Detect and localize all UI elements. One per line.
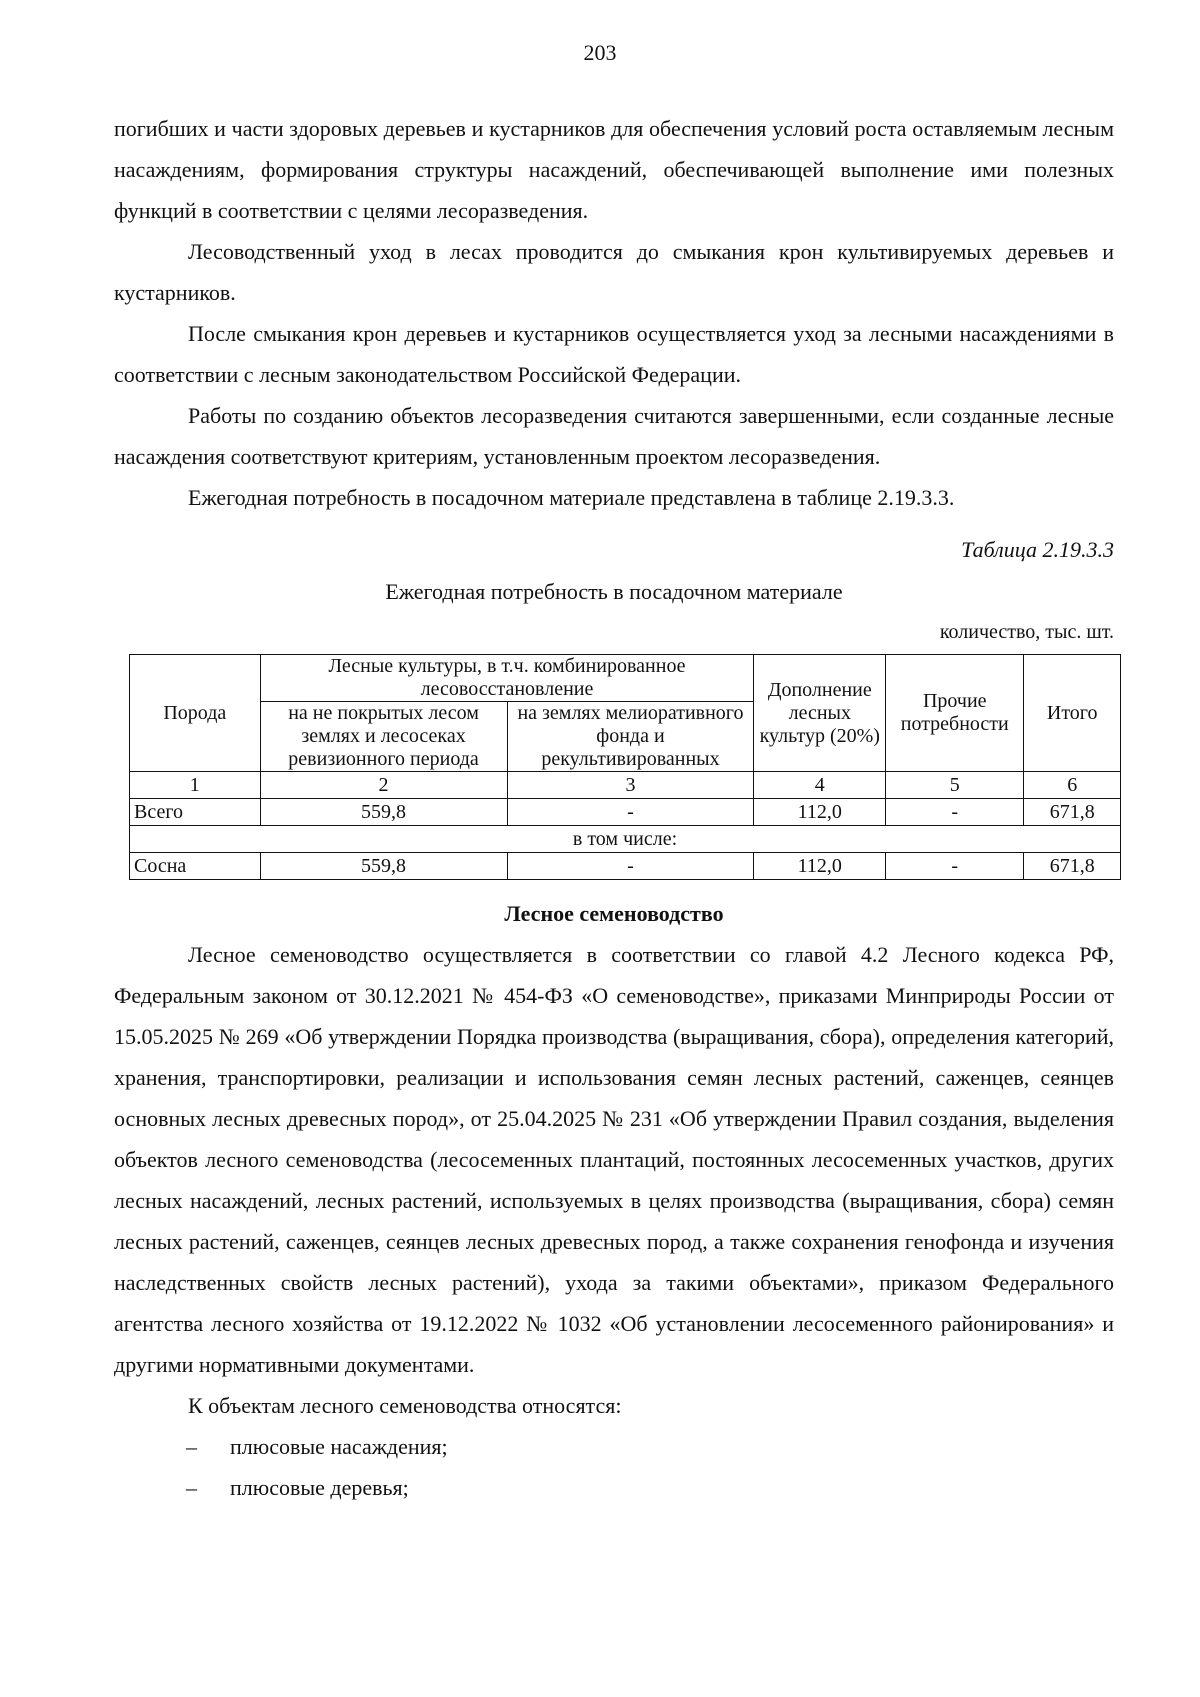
column-number: 5: [886, 772, 1024, 799]
paragraph: погибших и части здоровых деревьев и кустарников для обеспечения условий роста оставляемым лесным насаждениям, формирования структуры насаждений, обеспечивающей выполнение ими полезных функций в соответствии с целями лесоразведения.: [114, 116, 1114, 223]
column-number: 6: [1024, 772, 1121, 799]
header-other: Прочие потребности: [886, 655, 1024, 772]
cell-reclamation: -: [507, 799, 754, 826]
section-heading: Лесное семеноводство: [504, 901, 724, 926]
table-row: [130, 799, 1121, 826]
including-label: в том числе:: [130, 826, 1121, 853]
cell-supplement: 112,0: [754, 799, 886, 826]
paragraph: Ежегодная потребность в посадочном материале представлена в таблице 2.19.3.3.: [188, 485, 955, 510]
cell-not-covered: 559,8: [260, 853, 507, 880]
paragraph: Лесоводственный уход в лесах проводится до смыкания крон культивируемых деревьев и кустарников.: [114, 239, 1114, 305]
cell-other: -: [886, 853, 1024, 880]
list-dash: –: [186, 1434, 197, 1459]
paragraph: После смыкания крон деревьев и кустарников осуществляется уход за лесными насаждениями в соответствии с лесным законодательством Российской Федерации.: [114, 321, 1114, 387]
table-title: Ежегодная потребность в посадочном материале: [385, 579, 843, 604]
paragraph: К объектам лесного семеноводства относятся:: [188, 1393, 622, 1418]
table-row: [130, 853, 1121, 880]
list-item-text: плюсовые насаждения;: [230, 1434, 448, 1459]
including-row: [130, 826, 1121, 853]
header-species: Порода: [130, 655, 261, 772]
cell-supplement: 112,0: [754, 853, 886, 880]
list-item: [114, 1426, 1114, 1467]
cell-not-covered: 559,8: [260, 799, 507, 826]
header-not-covered: на не покрытых лесом землях и лесосеках ревизионного периода: [260, 702, 507, 772]
list-dash: –: [186, 1475, 197, 1500]
header-forest-cultures: Лесные культуры, в т.ч. комбинированное лесовосстановление: [260, 655, 754, 702]
list-item: [114, 1467, 1114, 1508]
table-label: Таблица 2.19.3.3: [961, 537, 1114, 562]
column-number: 1: [130, 772, 261, 799]
header-reclamation: на землях мелиоративного фонда и рекультивированных: [507, 702, 754, 772]
page-number: 203: [583, 40, 617, 65]
cell-other: -: [886, 799, 1024, 826]
column-number-row: [130, 772, 1121, 799]
cell-total: 671,8: [1024, 853, 1121, 880]
header-total: Итого: [1024, 655, 1121, 772]
row-name: Всего: [130, 799, 261, 826]
paragraph: Лесное семеноводство осуществляется в соответствии со главой 4.2 Лесного кодекса РФ, Федеральным законом от 30.12.2021 № 454-ФЗ «О семеноводстве», приказами Минприроды России от 15.05.2025 № 269 «Об утверждении Порядка производства (выращивания, сбора), определения категорий, хранения, транспортировки, реализации и использования семян лесных растений, саженцев, сеянцев основных лесных древесных пород», от 25.04.2025 № 231 «Об утверждении Правил создания, выделения объектов лесного семеноводства (лесосеменных плантаций, постоянных лесосеменных участков, других лесных насаждений, лесных растений, используемых в целях производства (выращивания, сбора) семян лесных растений, саженцев, сеянцев лесных древесных пород, а также сохранения генофонда и изучения наследственных свойств лесных растений), ухода за такими объектами», приказом Федерального агентства лесного хозяйства от 19.12.2022 № 1032 «Об установлении лесосеменного районирования» и другими нормативными документами.: [114, 942, 1114, 1377]
table-units: количество, тыс. шт.: [939, 621, 1114, 643]
cell-total: 671,8: [1024, 799, 1121, 826]
planting-material-table: [129, 654, 1121, 880]
row-name: Сосна: [130, 853, 261, 880]
document-body: [114, 108, 1114, 1508]
column-number: 4: [754, 772, 886, 799]
header-supplement: Дополнение лесных культур (20%): [754, 655, 886, 772]
list-item-text: плюсовые деревья;: [230, 1475, 409, 1500]
paragraph: Работы по созданию объектов лесоразведения считаются завершенными, если созданные лесные насаждения соответствуют критериям, установленным проектом лесоразведения.: [114, 403, 1114, 469]
column-number: 2: [260, 772, 507, 799]
cell-reclamation: -: [507, 853, 754, 880]
column-number: 3: [507, 772, 754, 799]
